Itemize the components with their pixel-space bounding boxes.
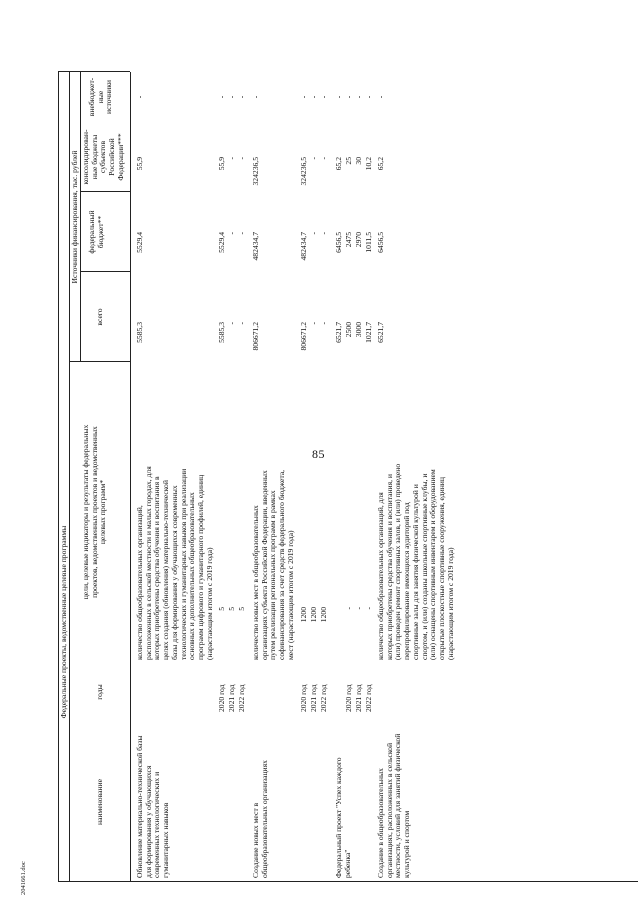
row-goal: количество новых мест в общеобразовательных организациях субъекта Российской Федерации, введенных путем реализации региональных программ в рамках софинансирования за счет средств федерального бюджета, мест (нарастающим итогом с 2019 года) bbox=[251, 469, 295, 660]
cell-total: 806671,2 bbox=[251, 322, 260, 351]
cell-federal: 5529,4 bbox=[135, 232, 144, 253]
header-total: всего bbox=[95, 308, 104, 326]
year-regional: - bbox=[309, 157, 318, 160]
year-label: 2022 год bbox=[237, 684, 246, 712]
year-value: - bbox=[364, 607, 373, 610]
year-federal: 5529,4 bbox=[217, 232, 226, 253]
year-label: 2021 год bbox=[227, 684, 236, 712]
year-label: 2021 год bbox=[354, 684, 363, 712]
year-label: 2020 год bbox=[217, 684, 226, 712]
year-offbudget: - bbox=[227, 95, 236, 99]
cell-offbudget: - bbox=[334, 95, 343, 99]
year-value: 5 bbox=[237, 607, 246, 611]
cell-regional: 65,2 bbox=[376, 157, 385, 171]
year-offbudget: - bbox=[354, 95, 363, 99]
year-total: - bbox=[237, 322, 246, 325]
year-value: 1200 bbox=[299, 607, 308, 623]
cell-offbudget: - bbox=[251, 95, 260, 99]
footer-code: 2041661.doc bbox=[20, 861, 27, 895]
cell-total: 6521,7 bbox=[376, 322, 385, 343]
year-offbudget: - bbox=[319, 95, 328, 99]
header-years: годы bbox=[95, 684, 104, 700]
year-regional: - bbox=[227, 157, 236, 160]
year-federal: 1011,5 bbox=[364, 232, 373, 253]
year-regional: 25 bbox=[344, 157, 353, 165]
page-number: 85 bbox=[312, 447, 325, 461]
year-offbudget: - bbox=[344, 95, 353, 99]
cell-federal: 6456,5 bbox=[376, 232, 385, 253]
cell-total: 6521,7 bbox=[334, 322, 343, 343]
year-regional: 324236,5 bbox=[299, 157, 308, 186]
year-total: - bbox=[227, 322, 236, 325]
row-goal: количество общеобразовательных организаций, расположенных в сельской местности и малых городах, для которых приобретены средства обучения и воспитания в целях создания (обновления) материально-технической базы для формирования у обучающихся современных технологических и гуманитарных навыков при реализации основных и дополнительных общеобразовательных программ цифрового и гуманитарного профилей, единиц (нарастающим итогом с 2019 года) bbox=[135, 466, 214, 660]
year-label: 2022 год bbox=[364, 684, 373, 712]
row-name: Создание в общеобразовательных организациях, расположенных в сельской местности, условий для занятий физической культурой и спортом bbox=[376, 733, 412, 878]
header-federal: федеральный бюджет** bbox=[87, 210, 105, 254]
header-regional: консолидирован- ные бюджеты субъектов Российской Федерации*** bbox=[81, 129, 125, 185]
cell-federal: 482434,7 bbox=[251, 232, 260, 261]
year-regional: 10,2 bbox=[364, 157, 373, 171]
year-offbudget: - bbox=[309, 95, 318, 99]
cell-offbudget: - bbox=[376, 95, 385, 99]
year-value: 5 bbox=[217, 607, 226, 611]
cell-regional: 65,2 bbox=[334, 157, 343, 171]
header-name: наименование bbox=[95, 779, 104, 825]
year-value: 1200 bbox=[319, 607, 328, 623]
row-name: Федеральный проект "Успех каждого ребенка" bbox=[334, 757, 352, 878]
year-federal: 482434,7 bbox=[299, 232, 308, 261]
header-goals: цели, целевые индикаторы и результаты федеральных проектов, ведомственных проектов и ведомственных целевых программ* bbox=[81, 424, 108, 600]
year-federal: 2475 bbox=[344, 232, 353, 248]
row-name: Обновление материально-технической базы для формирования у обучающихся современных технологических и гуманитарных навыков bbox=[135, 735, 171, 878]
year-federal: - bbox=[237, 232, 246, 235]
table-title: Федеральные проекты, ведомственные целевые программы bbox=[59, 525, 68, 719]
year-value: - bbox=[354, 607, 363, 610]
year-offbudget: - bbox=[299, 95, 308, 99]
year-total: 2500 bbox=[344, 322, 353, 338]
year-total: 3000 bbox=[354, 322, 363, 338]
cell-regional: 324236,5 bbox=[251, 157, 260, 186]
cell-regional: 55,9 bbox=[135, 157, 144, 171]
year-total: 5585,3 bbox=[217, 322, 226, 343]
year-regional: - bbox=[319, 157, 328, 160]
cell-federal: 6456,5 bbox=[334, 232, 343, 253]
year-label: 2022 год bbox=[319, 684, 328, 712]
year-value: 1200 bbox=[309, 607, 318, 623]
rotated-table bbox=[52, 32, 640, 892]
cell-total: 5585,3 bbox=[135, 322, 144, 343]
row-name: Создание новых мест в общеобразовательных организациях bbox=[251, 760, 269, 878]
cell-offbudget: - bbox=[135, 95, 144, 99]
year-total: - bbox=[309, 322, 318, 325]
funding-header: Источники финансирования, тыс. рублей bbox=[70, 150, 79, 284]
year-federal: 2970 bbox=[354, 232, 363, 248]
year-label: 2020 год bbox=[344, 684, 353, 712]
year-label: 2020 год bbox=[299, 684, 308, 712]
year-federal: - bbox=[227, 232, 236, 235]
year-value: 5 bbox=[227, 607, 236, 611]
year-offbudget: - bbox=[217, 95, 226, 99]
row-goal: количество общеобразовательных организаций, для которых приобретены средства обучения и воспитания, и (или) проведен ремонт спортивных залов, и (или) проведено перепрофилирование имеющихся аудиторий под спортивные залы для занятия физической культурой и спортом, и (или) созданы школьные спортивные клубы, и (или) оснащены спортивным инвентарем и оборудованием открытые плоскостные спортивные сооружения, единиц (нарастающим итогом с 2019 года) bbox=[376, 463, 455, 660]
year-federal: - bbox=[319, 232, 328, 235]
year-total: 806671,2 bbox=[299, 322, 308, 351]
year-offbudget: - bbox=[364, 95, 373, 99]
year-regional: - bbox=[237, 157, 246, 160]
year-value: - bbox=[344, 607, 353, 610]
year-regional: 30 bbox=[354, 157, 363, 165]
year-total: 1021,7 bbox=[364, 322, 373, 343]
year-total: - bbox=[319, 322, 328, 325]
year-regional: 55,9 bbox=[217, 157, 226, 171]
year-offbudget: - bbox=[237, 95, 246, 99]
header-offbudget: внебюджет- ные источники bbox=[87, 77, 114, 117]
year-label: 2021 год bbox=[309, 684, 318, 712]
year-federal: - bbox=[309, 232, 318, 235]
